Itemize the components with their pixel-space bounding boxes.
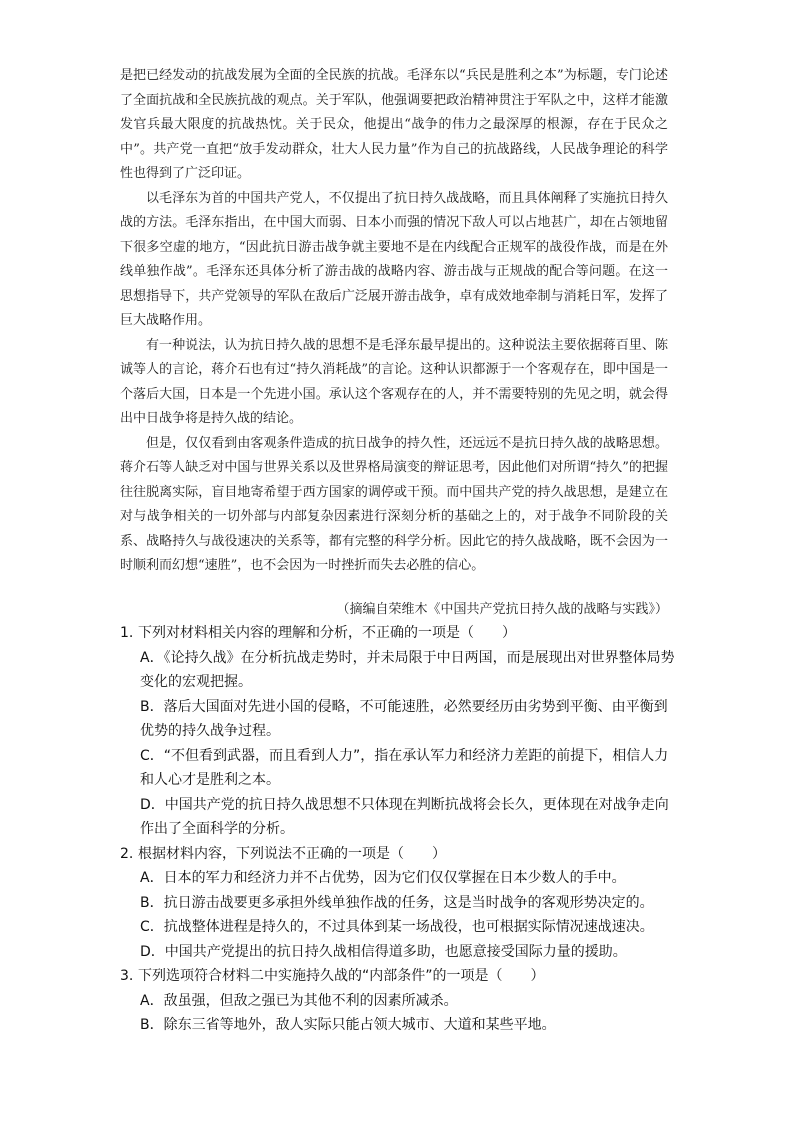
question-2	[120, 842, 680, 965]
option-a	[120, 866, 680, 891]
question-number: 2.	[120, 845, 134, 862]
question-1	[120, 621, 680, 842]
question-stem	[120, 964, 680, 989]
option-letter: A．	[140, 992, 164, 1009]
question-number: 3.	[120, 968, 134, 984]
option-letter: A．	[140, 649, 164, 666]
passage-source: （摘编自荣维木《中国共产党抗日持久战的战略与实践》）	[336, 602, 668, 617]
option-text: 落后大国面对先进小国的侵略，不可能速胜，必然要经历由劣势到平衡、由平衡到优势的持久战争过程。	[140, 698, 668, 739]
option-text: 《论持久战》在分析抗战走势时，并未局限于中日两国，而是展现出对世界整体局势变化的宏观把握。	[140, 649, 675, 690]
option-text: 日本的军力和经济力并不占优势，因为它们仅仅掌握在日本少数人的手中。	[163, 870, 626, 886]
question-3	[120, 964, 680, 1038]
reading-passage	[120, 64, 668, 579]
passage-paragraph-1: 是把已经发动的抗战发展为全面的全民族的抗战。毛泽东以“兵民是胜利之本”为标题，专门论述了全面抗战和全民族抗战的观点。关于军队，他强调要把政治精神贯注于军队之中，这样才能激发官兵最大限度的抗战热忱。关于民众，他提出“战争的伟力之最深厚的根源，存在于民众之中”。共产党一直把“放手发动群众，壮大人民力量”作为自己的抗战路线，人民战争理论的科学性也得到了广泛印证。	[120, 68, 668, 181]
question-stem	[120, 842, 680, 867]
option-text: 中国共产党提出的抗日持久战相信得道多助，也愿意接受国际力量的援助。	[164, 943, 627, 960]
option-letter: A．	[140, 870, 164, 886]
option-text: 敌虽强，但敌之强已为其他不利的因素所减杀。	[163, 992, 458, 1009]
passage-paragraph-2: 以毛泽东为首的中国共产党人，不仅提出了抗日持久战战略，而且具体阐释了实施抗日持久战的方法。毛泽东指出，在中国大而弱、日本小而强的情况下敌人可以占地甚广，却在占领地留下很多空虚的地方，“因此抗日游击战争就主要地不是在内线配合正规军的战役作战，而是在外线单独作战”。毛泽东还具体分析了游击战的战略内容、游击战与正规战的配合等问题。在这一思想指导下，共产党领导的军队在敌后广泛展开游击战争，卓有成效地牵制与消耗日军，发挥了巨大战略作用。	[120, 190, 668, 328]
option-b	[120, 891, 680, 916]
question-text: 下列对材料相关内容的理解和分析，不正确的一项是（ ）	[138, 625, 516, 641]
option-letter: B．	[140, 894, 164, 911]
passage-paragraph-4: 但是，仅仅看到由客观条件造成的抗日战争的持久性，还远远不是抗日持久战的战略思想。蒋介石等人缺乏对中国与世界关系以及世界格局演变的辩证思考，因此他们对所谓“持久”的把握往往脱离实际，盲目地寄希望于西方国家的调停或干预。而中国共产党的持久战思想，是建立在对与战争相关的一切外部与内部复杂因素进行深刻分析的基础之上的，对于战争不同阶段的关系、战略持久与战役速决的关系等，都有完整的科学分析。因此它的持久战战略，既不会因为一时顺利而幻想“速胜”，也不会因为一时挫折而失去必胜的信心。	[120, 435, 668, 573]
question-stem	[120, 621, 680, 646]
option-letter: B．	[140, 698, 164, 715]
option-c	[120, 744, 680, 793]
passage-paragraph-3: 有一种说法，认为抗日持久战的思想不是毛泽东最早提出的。这种说法主要依据蒋百里、陈诚等人的言论，蒋介石也有过“持久消耗战”的言论。这种认识都源于一个客观存在，即中国是一个落后大国，日本是一个先进小国。承认这个客观存在的人，并不需要特别的先见之明，就会得出中日战争将是持久战的结论。	[120, 337, 668, 426]
question-text: 下列选项符合材料二中实施持久战的“内部条件”的一项是（ ）	[138, 968, 545, 984]
question-number: 1.	[120, 625, 134, 641]
option-b	[120, 695, 680, 744]
option-letter: C．	[140, 919, 164, 935]
question-text: 根据材料内容，下列说法不正确的一项是（ ）	[138, 845, 446, 862]
option-d	[120, 793, 680, 842]
option-text: “不但看到武器，而且看到人力”，指在承认军力和经济力差距的前提下，相信人力和人心才是胜利之本。	[140, 747, 669, 788]
option-letter: B．	[140, 1017, 164, 1033]
option-d	[120, 940, 680, 965]
option-b	[120, 1013, 680, 1038]
option-text: 抗日游击战要更多承担外线单独作战的任务，这是当时战争的客观形势决定的。	[163, 894, 654, 911]
option-letter: D．	[140, 796, 165, 813]
option-c	[120, 915, 680, 940]
option-text: 除东三省等地外，敌人实际只能占领大城市、大道和某些平地。	[163, 1017, 556, 1033]
option-text: 抗战整体进程是持久的，不过具体到某一场战役，也可根据实际情况速战速决。	[163, 919, 654, 935]
option-a	[120, 646, 680, 695]
option-a	[120, 989, 680, 1014]
option-text: 中国共产党的抗日持久战思想不只体现在判断抗战将会长久，更体现在对战争走向作出了全面科学的分析。	[140, 796, 669, 837]
option-letter: D．	[140, 943, 165, 960]
option-letter: C．	[140, 747, 164, 764]
question-list	[120, 621, 680, 1038]
